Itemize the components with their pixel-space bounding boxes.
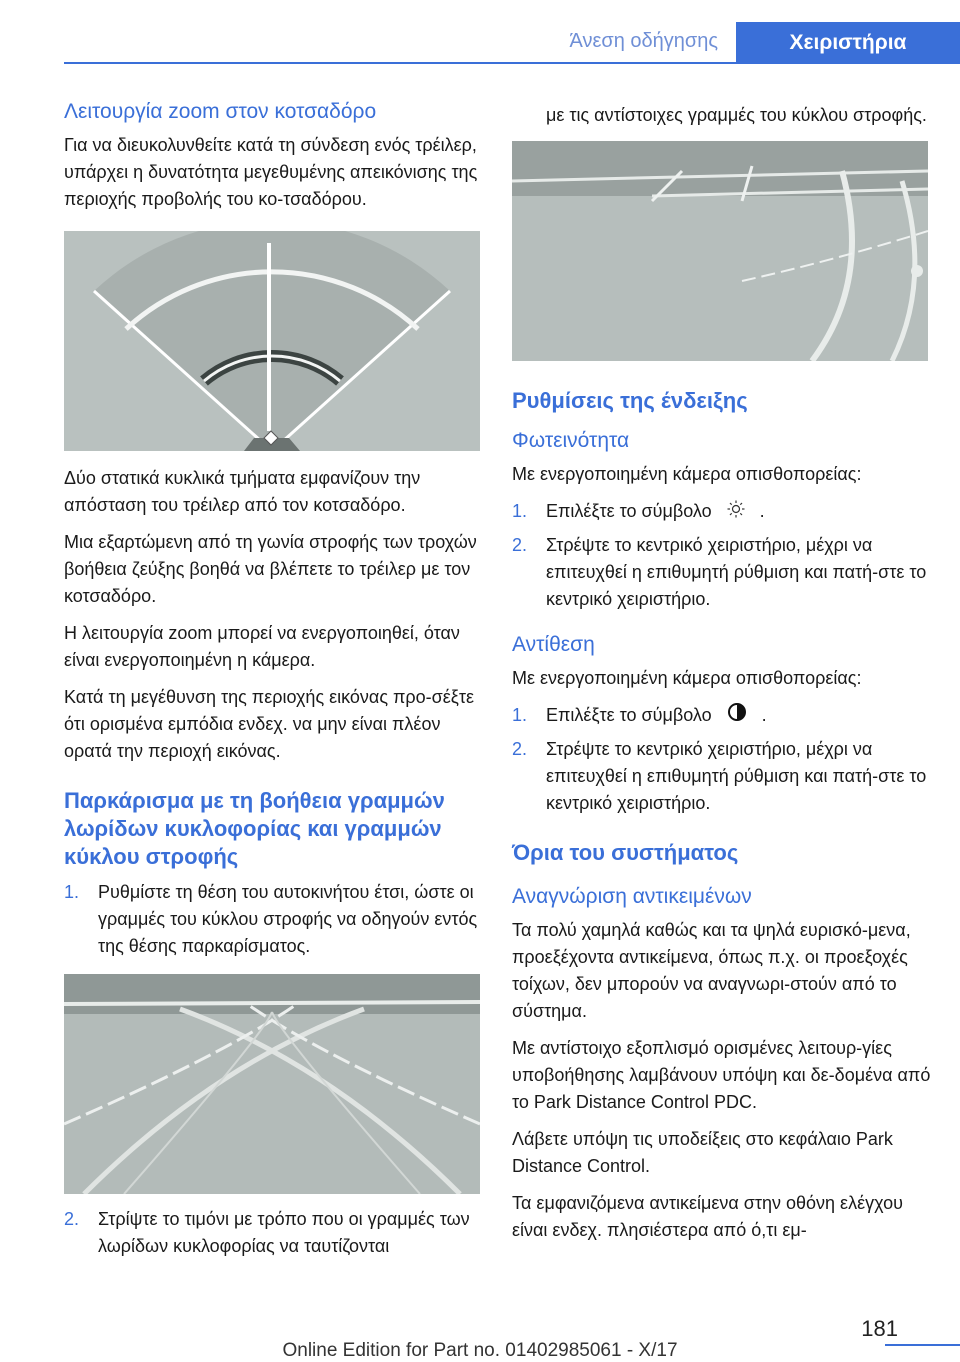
contrast-steps <box>512 702 932 817</box>
left-column <box>64 98 482 1266</box>
hitch-zoom-figure <box>64 231 480 451</box>
continuation-block <box>512 102 932 129</box>
header-rule <box>64 62 960 64</box>
parking-title: Παρκάρισμα με τη βοήθεια γραμμών λωρίδων κυκλοφορίας και γραμμών κύκλου στροφής <box>64 788 445 869</box>
system-limits-title: Όρια του συστήματος <box>512 840 739 865</box>
step-continuation <box>512 102 932 129</box>
detection-para-3: Λάβετε υπόψη τις υποδείξεις στο κεφάλαιο Park Distance Control. <box>512 1129 893 1176</box>
header-tab: Χειριστήρια <box>736 22 960 64</box>
step-number: 2. <box>512 534 528 555</box>
brightness-steps <box>512 498 932 613</box>
contrast-step-1 <box>512 702 932 730</box>
para-1: Δύο στατικά κυκλικά τμήματα εμφανίζουν την απόσταση του τρέιλερ από τον κοτσαδόρο. <box>64 468 421 515</box>
detection-para-2: Με αντίστοιχο εξοπλισμό ορισμένες λειτουρ-γίες υποβοήθησης λαμβάνουν υπόψη και δε-δομένα από το Park Distance Control PDC. <box>512 1038 931 1112</box>
brightness-step-2 <box>512 532 932 613</box>
detection-para-1: Τα πολύ χαμηλά καθώς και τα ψηλά ευρισκό-μενα, προεξέχοντα αντικείμενα, όπως π.χ. οι προεξοχές τοίχων, δεν μπορούν να αναγνωρι-στούν από το σύστημα. <box>512 920 911 1021</box>
contrast-intro: Με ενεργοποιημένη κάμερα οπισθοπορείας: <box>512 667 862 688</box>
parking-steps <box>64 879 482 960</box>
step-text: Επιλέξτε το σύμβολο <box>546 704 712 725</box>
right-column <box>512 102 932 1254</box>
parking-step-2 <box>64 1206 482 1260</box>
step-number: 2. <box>512 739 528 759</box>
object-detection-title: Αναγνώριση αντικειμένων <box>512 885 752 908</box>
step-text: Στρίψτε το τιμόνι με τρόπο που οι γραμμές των λωρίδων κυκλοφορίας να ταυτίζονται <box>98 1209 470 1256</box>
camera-lines-figure <box>512 141 928 361</box>
contrast-title: Αντίθεση <box>512 632 595 656</box>
parking-lines-figure <box>64 974 480 1194</box>
para-3: Η λειτουργία zoom μπορεί να ενεργοποιηθεί, όταν είναι ενεργοποιημένη η κάμερα. <box>64 623 460 670</box>
sun-icon <box>727 499 745 526</box>
brightness-step-1 <box>512 498 932 526</box>
contrast-step-2 <box>512 736 932 817</box>
parking-steps-cont <box>64 1206 482 1260</box>
display-settings-title: Ρυθμίσεις της ένδειξης <box>512 388 748 413</box>
step-number: 1. <box>64 882 80 902</box>
step-text-end: . <box>759 501 765 521</box>
step-number: 2. <box>64 1209 80 1229</box>
para-4: Κατά τη μεγέθυνση της περιοχής εικόνας προ-σέξτε ότι ορισμένα εμπόδια ενδεχ. να μην είναι πλέον ορατά την περιοχή εικόνας. <box>64 687 475 761</box>
detection-para-4: Τα εμφανιζόμενα αντικείμενα στην οθόνη ελέγχου είναι ενδεχ. πλησιέστερα από ό,τι εμ- <box>512 1193 903 1240</box>
step-number: 1. <box>512 501 528 521</box>
page-header <box>0 22 960 64</box>
brightness-title: Φωτεινότητα <box>512 429 630 452</box>
edition-note: Online Edition for Part no. 01402985061 - X/17 <box>282 1340 678 1361</box>
step-text: με τις αντίστοιχες γραμμές του κύκλου στροφής. <box>546 105 927 125</box>
step-text-end: . <box>761 704 767 725</box>
header-section: Άνεση οδήγησης <box>569 30 718 52</box>
step-text: Επιλέξτε το σύμβολο <box>546 501 712 521</box>
para-2: Μια εξαρτώμενη από τη γωνία στροφής των τροχών βοήθεια ζεύξης βοηθά να βλέπετε το τρέιλερ με τον κοτσαδόρο. <box>64 532 477 606</box>
step-text: Ρυθμίστε τη θέση του αυτοκινήτου έτσι, ώστε οι γραμμές του κύκλου στροφής να οδηγούν εντός της θέσης παρκαρίσματος. <box>98 882 478 956</box>
brightness-intro: Με ενεργοποιημένη κάμερα οπισθοπορείας: <box>512 464 862 484</box>
page-number: 181 <box>861 1316 898 1341</box>
zoom-title: Λειτουργία zoom στον κοτσαδόρο <box>64 100 377 123</box>
step-text: Στρέψτε το κεντρικό χειριστήριο, μέχρι να επιτευχθεί η επιθυμητή ρύθμιση και πατή-στε το κεντρικό χειριστήριο. <box>546 534 927 609</box>
parking-step-1 <box>64 879 482 960</box>
step-number: 1. <box>512 704 528 725</box>
contrast-icon <box>727 702 747 730</box>
step-text: Στρέψτε το κεντρικό χειριστήριο, μέχρι να επιτευχθεί η επιθυμητή ρύθμιση και πατή-στε το κεντρικό χειριστήριο. <box>546 739 927 813</box>
zoom-intro: Για να διευκολυνθείτε κατά τη σύνδεση ενός τρέιλερ, υπάρχει η δυνατότητα μεγεθυμένης απεικόνισης της περιοχής προβολής του κο-τσαδόρου. <box>64 135 478 209</box>
